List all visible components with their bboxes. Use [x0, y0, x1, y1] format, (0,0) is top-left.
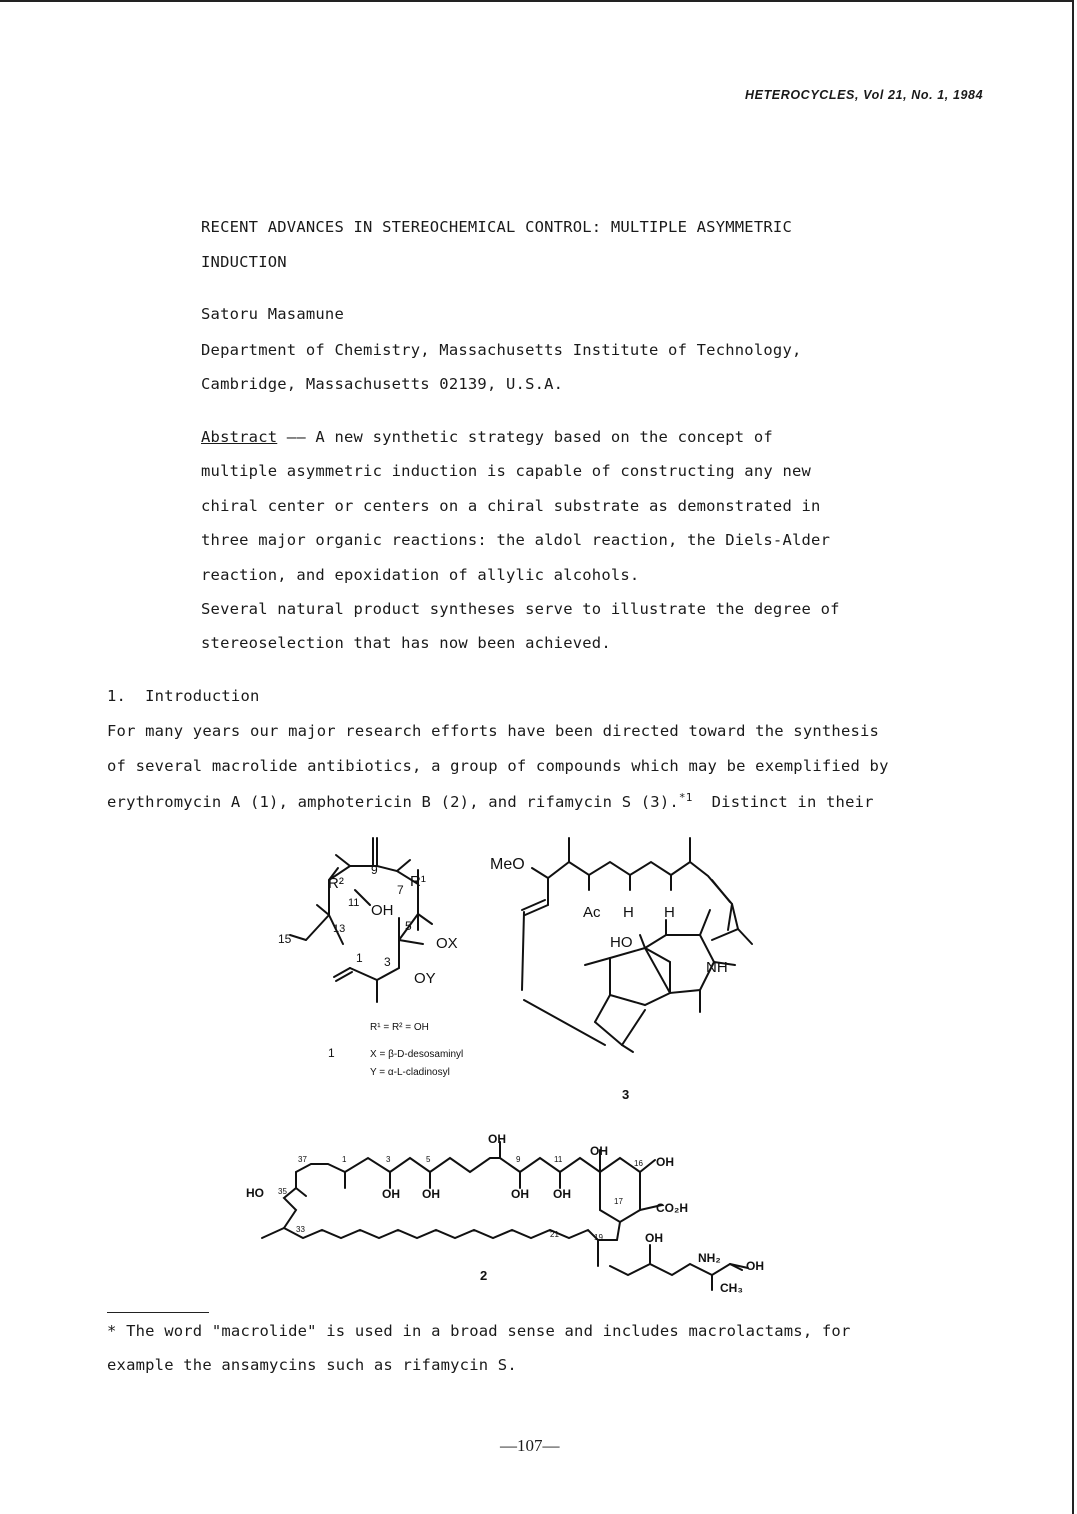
label-c33: 33 [296, 1225, 305, 1234]
footnote-ref: *1 [678, 791, 693, 804]
footnote-line-1: * The word "macrolide" is used in a broad sense and includes macrolactams, for [107, 1322, 851, 1340]
label-c9-amph: 9 [516, 1155, 521, 1164]
label-c1: 1 [356, 951, 363, 965]
affiliation-line-2: Cambridge, Massachusetts 02139, U.S.A. [201, 375, 564, 393]
label-c37: 37 [298, 1155, 307, 1164]
label-h-1: H [623, 904, 634, 921]
label-c9: 9 [371, 863, 378, 877]
label-ch3: CH₃ [720, 1281, 743, 1295]
page-number: —107— [500, 1436, 560, 1455]
section-heading: 1. Introduction [107, 687, 260, 705]
compound-3-structure [522, 838, 752, 1052]
abstract-line-5: reaction, and epoxidation of allylic alcohols. [201, 566, 640, 584]
label-meo: MeO [490, 856, 525, 873]
label-oh-top-2: OH [590, 1144, 608, 1158]
journal-header: HETEROCYCLES, Vol 21, No. 1, 1984 [745, 88, 984, 102]
abstract-dash: —— [277, 428, 316, 446]
compound-1-number: 1 [328, 1046, 335, 1060]
abstract-label: Abstract [201, 428, 278, 446]
compound-2-structure [262, 1142, 748, 1290]
label-c13: 13 [333, 923, 346, 935]
label-c5: 5 [405, 919, 412, 933]
label-oh-9: OH [511, 1187, 529, 1201]
label-oh-top: OH [488, 1132, 506, 1146]
label-nh: NH [706, 959, 728, 976]
label-oh-16: OH [656, 1155, 674, 1169]
label-c16: 16 [634, 1159, 643, 1168]
affiliation-line-1: Department of Chemistry, Massachusetts Institute of Technology, [201, 341, 802, 359]
label-h-2: H [664, 904, 675, 921]
intro-text-3-tail: Distinct in their [692, 793, 874, 811]
label-c35: 35 [278, 1187, 287, 1196]
footnote-line-2: example the ansamycins such as rifamycin S. [107, 1356, 517, 1374]
intro-text-3: erythromycin A (1), amphotericin B (2), and rifamycin S (3). [107, 793, 679, 811]
label-c21: 21 [550, 1230, 559, 1239]
title-line-2: INDUCTION [201, 253, 287, 271]
intro-line-1: For many years our major research efforts have been directed toward the synthesis [107, 722, 880, 740]
label-ac: Ac [583, 904, 601, 921]
label-oh-sugar: OH [645, 1231, 663, 1245]
label-ho: HO [610, 934, 633, 951]
author-name: Satoru Masamune [201, 305, 344, 323]
label-oh-5: OH [422, 1187, 440, 1201]
abstract-line-7: stereoselection that has now been achieved. [201, 634, 611, 652]
label-c19: 19 [594, 1233, 603, 1242]
label-ox: OX [436, 935, 458, 952]
label-oh-3: OH [382, 1187, 400, 1201]
compound-2-number: 2 [480, 1268, 488, 1283]
abstract-line-4: three major organic reactions: the aldol reaction, the Diels-Alder [201, 531, 831, 549]
label-nh2: NH₂ [698, 1251, 721, 1265]
label-oh-sugar-2: OH [746, 1259, 764, 1273]
title-line-1: RECENT ADVANCES IN STEREOCHEMICAL CONTROL: MULTIPLE ASYMMETRIC [201, 218, 792, 236]
label-r1: R¹ [410, 873, 426, 890]
label-c17: 17 [614, 1197, 623, 1206]
compound-3-number: 3 [622, 1087, 630, 1102]
abstract-line-6: Several natural product syntheses serve to illustrate the degree of [201, 600, 840, 618]
label-oh: OH [371, 902, 394, 919]
label-c11-amph: 11 [554, 1155, 563, 1164]
abstract-line-3: chiral center or centers on a chiral substrate as demonstrated in [201, 497, 821, 515]
abstract-text-1: A new synthetic strategy based on the concept of [315, 428, 773, 446]
compound-1-x-definition: X = β-D-desosaminyl [370, 1049, 464, 1060]
label-oh-11: OH [553, 1187, 571, 1201]
label-c11: 11 [348, 897, 360, 909]
label-c15: 15 [278, 932, 292, 946]
label-ho-35: HO [246, 1186, 264, 1200]
abstract-line-2: multiple asymmetric induction is capable of constructing any new [201, 462, 812, 480]
label-co2h: CO₂H [656, 1201, 688, 1215]
label-c3: 3 [384, 955, 391, 969]
label-c1-amph: 1 [342, 1155, 347, 1164]
label-r2: R² [328, 875, 344, 892]
compound-1-y-definition: Y = α-L-cladinosyl [370, 1067, 450, 1078]
label-c3-amph: 3 [386, 1155, 391, 1164]
compound-1-r-definition: R¹ = R² = OH [370, 1022, 429, 1033]
label-c7: 7 [397, 883, 404, 897]
intro-line-2: of several macrolide antibiotics, a group of compounds which may be exemplified by [107, 757, 889, 775]
label-oy: OY [414, 970, 436, 987]
label-c5-amph: 5 [426, 1155, 431, 1164]
footnote-rule [107, 1312, 209, 1313]
